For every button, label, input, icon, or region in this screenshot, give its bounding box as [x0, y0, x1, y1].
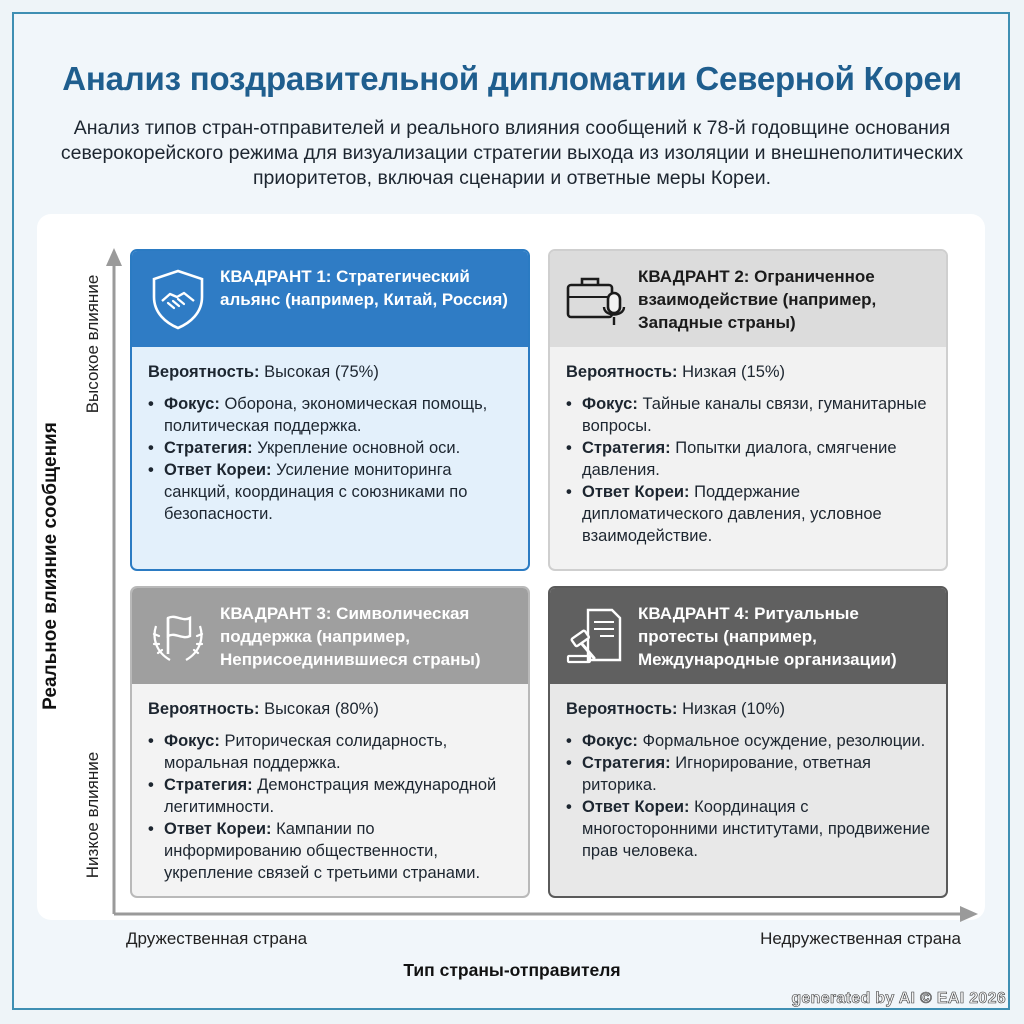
quadrant-1-title: КВАДРАНТ 1: Стратегический альянс (например, Китай, Россия)	[220, 267, 508, 309]
quadrant-4-title: КВАДРАНТ 4: Ритуальные протесты (например, Международные организации)	[638, 604, 897, 669]
probability-label: Вероятность:	[148, 700, 260, 718]
list-item	[162, 459, 514, 525]
y-axis-arrow	[106, 248, 122, 266]
quadrant-1-header	[132, 251, 528, 347]
quadrant-3-header	[132, 588, 528, 684]
flag-laurel-icon	[146, 604, 210, 668]
quadrant-3-response: Кампании по информированию общественности, укрепление связей с третьими странами.	[164, 820, 481, 882]
focus-label: Фокус:	[164, 395, 220, 413]
quadrant-3-strategy: Демонстрация международной легитимности.	[164, 776, 497, 816]
response-label: Ответ Кореи:	[164, 820, 272, 838]
quadrant-3-card	[130, 586, 530, 898]
page-title: Анализ поздравительной дипломатии Северной Кореи	[62, 60, 962, 97]
quadrant-4-strategy: Игнорирование, ответная риторика.	[582, 754, 871, 794]
strategy-label: Стратегия:	[164, 439, 253, 457]
gavel-document-icon	[564, 604, 628, 668]
probability-label: Вероятность:	[566, 363, 678, 381]
y-axis-high-label: Высокое влияние	[83, 274, 102, 414]
quadrant-2-strategy: Попытки диалога, смягчение давления.	[582, 439, 897, 479]
probability-label: Вероятность:	[566, 700, 678, 718]
quadrant-1-card	[130, 249, 530, 571]
list-item	[162, 730, 514, 774]
focus-label: Фокус:	[164, 732, 220, 750]
quadrant-4-card	[548, 586, 948, 898]
quadrant-3-probability: Высокая (80%)	[264, 700, 379, 718]
quadrant-2-response: Поддержание дипломатического давления, условное взаимодействие.	[582, 483, 882, 545]
list-item	[580, 481, 932, 547]
quadrant-1-probability: Высокая (75%)	[264, 363, 379, 381]
strategy-label: Стратегия:	[164, 776, 253, 794]
quadrant-4-focus: Формальное осуждение, резолюции.	[642, 732, 926, 750]
probability-label: Вероятность:	[148, 363, 260, 381]
quadrant-3-focus: Риторическая солидарность, моральная поддержка.	[164, 732, 448, 772]
response-label: Ответ Кореи:	[164, 461, 272, 479]
quadrant-4-response: Координация с многосторонними институтами, продвижение прав человека.	[582, 798, 931, 860]
quadrant-2-card	[548, 249, 948, 571]
list-item	[162, 774, 514, 818]
list-item	[162, 818, 514, 884]
list-item	[580, 796, 932, 862]
list-item	[162, 437, 514, 459]
x-axis-right-label: Недружественная страна	[760, 929, 961, 948]
quadrant-2-focus: Тайные каналы связи, гуманитарные вопросы.	[582, 395, 927, 435]
quadrant-2-probability: Низкая (15%)	[682, 363, 786, 381]
x-axis-left-label: Дружественная страна	[126, 929, 308, 948]
focus-label: Фокус:	[582, 732, 638, 750]
y-axis-title: Реальное влияние сообщения	[40, 422, 61, 710]
list-item	[580, 730, 932, 752]
briefcase-microphone-icon	[564, 267, 628, 331]
quadrant-2-title: КВАДРАНТ 2: Ограниченное взаимодействие (например, Западные страны)	[638, 267, 877, 332]
list-item	[162, 393, 514, 437]
list-item	[580, 393, 932, 437]
handshake-shield-icon	[146, 267, 210, 331]
quadrant-2-header	[550, 251, 946, 347]
quadrant-4-header	[550, 588, 946, 684]
list-item	[580, 752, 932, 796]
watermark-text: generated by AI © EAI 2026	[791, 990, 1006, 1007]
x-axis-arrow	[960, 906, 978, 922]
quadrant-1-response: Усиление мониторинга санкций, координация с союзниками по безопасности.	[164, 461, 468, 523]
strategy-label: Стратегия:	[582, 754, 671, 772]
strategy-label: Стратегия:	[582, 439, 671, 457]
quadrant-1-strategy: Укрепление основной оси.	[257, 439, 461, 457]
response-label: Ответ Кореи:	[582, 798, 690, 816]
x-axis-title: Тип страны-отправителя	[403, 960, 621, 980]
quadrant-4-probability: Низкая (10%)	[682, 700, 786, 718]
quadrant-1-focus: Оборона, экономическая помощь, политическая поддержка.	[164, 395, 488, 435]
quadrant-3-title: КВАДРАНТ 3: Символическая поддержка (например, Неприсоединившиеся страны)	[220, 604, 481, 669]
focus-label: Фокус:	[582, 395, 638, 413]
page-subtitle: Анализ типов стран-отправителей и реального влияния сообщений к 78-й годовщине основания северокорейского режима для визуализации стратегии выхода из изоляции и внешнеполитических приоритетов, включая сценарии и ответные меры Кореи.	[60, 117, 964, 189]
response-label: Ответ Кореи:	[582, 483, 690, 501]
list-item	[580, 437, 932, 481]
y-axis-low-label: Низкое влияние	[83, 751, 102, 879]
